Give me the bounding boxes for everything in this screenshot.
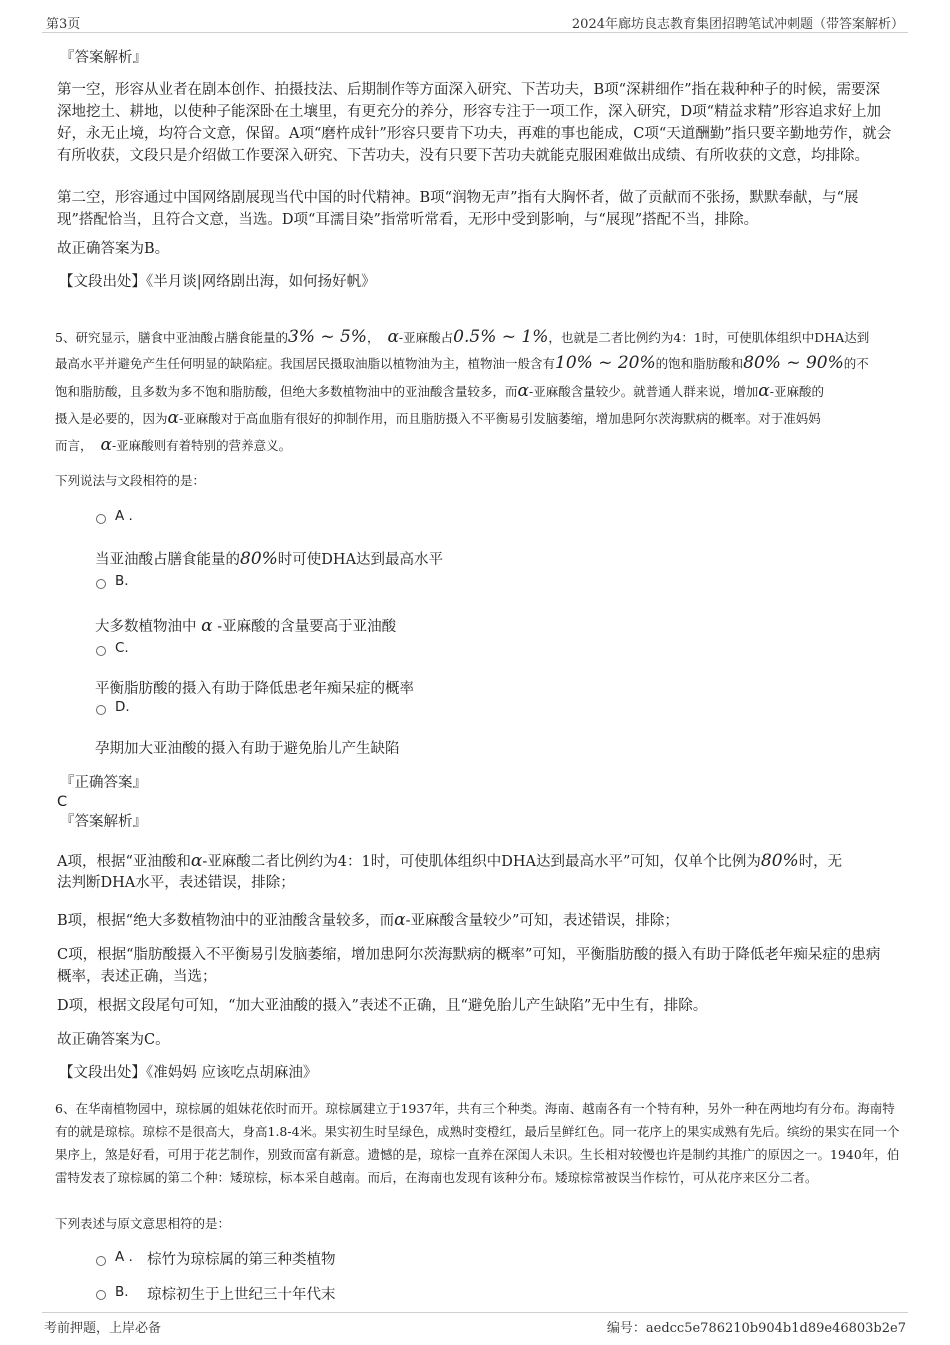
page-header	[42, 10, 908, 33]
q6-prompt: 下列表述与原文意思相符的是：	[55, 1216, 231, 1231]
analysis-paragraph-2: 第二空，形容通过中国网络剧展现当代中国的时代精神。B项“润物无声”指有大胸怀者，做了贡献而不张扬，默默奉献，与“展现”搭配恰当，且符合文意，当选。D项“耳濡目染”指常听常看，无形中受到影响，与“展现”搭配不当，排除。	[57, 190, 859, 228]
option-c-text: 平衡脂肪酸的摄入有助于降低患老年痴呆症的概率	[95, 681, 414, 697]
footer-slogan: 考前押题，上岸必备	[44, 1321, 162, 1336]
analysis-heading: 『答案解析』	[60, 50, 147, 66]
q6-stem: 6、在华南植物园中，琼棕属的姐妹花依时而开。琼棕属建立于1937年，共有三个种类。海南、越南各有一个特有种，另外一种在两地均有分布。海南特有的就是琼棕。琼棕不是很高大，身高1.8-4米。果实初生时呈绿色，成熟时变橙红，最后呈鲜红色。同一花序上的果实成熟有先后。缤纷的果实在同一个果序上，煞是好看，可用于花艺制作，别致而富有新意。遗憾的是，琼棕一直养在深闺人未识。生长相对较慢也许是制约其推广的原因之一。1940年，伯雷特发表了琼棕属的第二个种：矮琼棕，标本采自越南。而后，在海南也发现有该种分布。矮琼棕常被误当作棕竹，可从花序来区分二者。	[55, 1101, 900, 1185]
q6-option-a-text[interactable]: 棕竹为琼棕属的第三种类植物	[147, 1252, 336, 1268]
explain-d: D项，根据文段尾句可知，“加大亚油酸的摄入”表述不正确，且“避免胎儿产生缺陷”无中生有，排除。	[57, 998, 708, 1014]
q5-stem-line-2: 最高水平并避免产生任何明显的缺陷症。我国居民摄取油脂以植物油为主，植物油一般含有10% ~ 20%的饱和脂肪酸和80% ~ 90%的不	[55, 353, 869, 373]
q5-stem-line-1: 5、研究显示，膳食中亚油酸占膳食能量的3% ~ 5%， α-亚麻酸占0.5% ~ 1%，也就是二者比例约为4：1时，可使肌体组织中DHA达到	[55, 327, 870, 347]
explain-a-line-1: A项，根据“亚油酸和α-亚麻酸二者比例约为4：1时，可使肌体组织中DHA达到最高水平”可知，仅单个比例为80%时，无	[57, 851, 843, 871]
q6-option-a-letter[interactable]: A .	[115, 1249, 133, 1265]
source-line: 【文段出处】《半月谈|网络剧出海，如何扬好帆》	[59, 274, 376, 290]
page-number: 第3页	[46, 17, 81, 32]
q6-option-b-radio[interactable]	[96, 1290, 106, 1300]
explain-b: B项，根据“绝大多数植物油中的亚油酸含量较多，而α-亚麻酸含量较少”可知，表述错误，排除；	[57, 910, 679, 930]
document-title: 2024年廊坊良志教育集团招聘笔试冲刺题（带答案解析）	[571, 17, 904, 32]
q5-source-line: 【文段出处】《准妈妈 应该吃点胡麻油》	[59, 1065, 318, 1081]
option-a-text: 当亚油酸占膳食能量的80%时可使DHA达到最高水平	[95, 549, 444, 569]
q6-option-b-text[interactable]: 琼棕初生于上世纪三十年代末	[147, 1287, 336, 1303]
q5-stem-line-3: 饱和脂肪酸，且多数为多不饱和脂肪酸，但绝大多数植物油中的亚油酸含量较多，而α-亚麻酸含量较少。就普通人群来说，增加α-亚麻酸的	[55, 381, 824, 401]
correct-answer-value: C	[57, 794, 68, 810]
q6-option-b-letter[interactable]: B.	[115, 1284, 129, 1300]
q6-option-a-radio[interactable]	[96, 1256, 106, 1266]
analysis-paragraph-1: 第一空，形容从业者在剧本创作、拍摄技法、后期制作等方面深入研究、下苦功夫，B项“深耕细作”指在栽种种子的时候，需要深深地挖土、耕地，以使种子能深卧在土壤里，有更充分的养分，形容专注于一项工作，深入研究，D项“精益求精”形容追求好上加好，永无止境，均符合文意，保留。A项“磨杵成针”形容只要肯下功夫，再难的事也能成，C项“天道酬勤”指只要辛勤地劳作，就会有所收获，文段只是介绍做工作要深入研究、下苦功夫，没有只要下苦功夫就能克服困难做出成绩、有所收获的文意，均排除。	[57, 82, 892, 164]
option-c-radio[interactable]	[96, 646, 106, 656]
q5-answer-line: 故正确答案为C。	[57, 1032, 170, 1048]
q5-prompt: 下列说法与文段相符的是：	[55, 473, 206, 488]
q5-stem-line-4: 摄入是必要的，因为α-亚麻酸对于高血脂有很好的抑制作用，而且脂肪摄入不平衡易引发脑萎缩，增加患阿尔茨海默病的概率。对于准妈妈	[55, 408, 821, 428]
q5-analysis-heading: 『答案解析』	[60, 814, 147, 830]
page-footer	[42, 1312, 908, 1337]
option-c-letter[interactable]: C.	[115, 640, 129, 656]
option-a-radio[interactable]	[96, 514, 106, 524]
document-id: 编号：aedcc5e786210b904b1d89e46803b2e7	[606, 1321, 906, 1336]
option-b-letter[interactable]: B.	[115, 573, 129, 589]
option-b-radio[interactable]	[96, 579, 106, 589]
correct-answer-heading: 『正确答案』	[60, 775, 147, 791]
option-d-text: 孕期加大亚油酸的摄入有助于避免胎儿产生缺陷	[95, 741, 400, 757]
option-b-text: 大多数植物油中 α -亚麻酸的含量要高于亚油酸	[95, 616, 397, 636]
option-d-radio[interactable]	[96, 705, 106, 715]
option-d-letter[interactable]: D.	[115, 699, 130, 715]
explain-c: C项，根据“脂肪酸摄入不平衡易引发脑萎缩，增加患阿尔茨海默病的概率”可知，平衡脂肪酸的摄入有助于降低老年痴呆症的患病概率，表述正确，当选；	[57, 947, 881, 985]
q5-stem-line-5: 而言， α-亚麻酸则有着特别的营养意义。	[55, 435, 292, 455]
explain-a-line-2: 法判断DHA水平，表述错误，排除；	[57, 875, 295, 891]
option-a-letter[interactable]: A .	[115, 508, 133, 524]
answer-line: 故正确答案为B。	[57, 241, 170, 257]
